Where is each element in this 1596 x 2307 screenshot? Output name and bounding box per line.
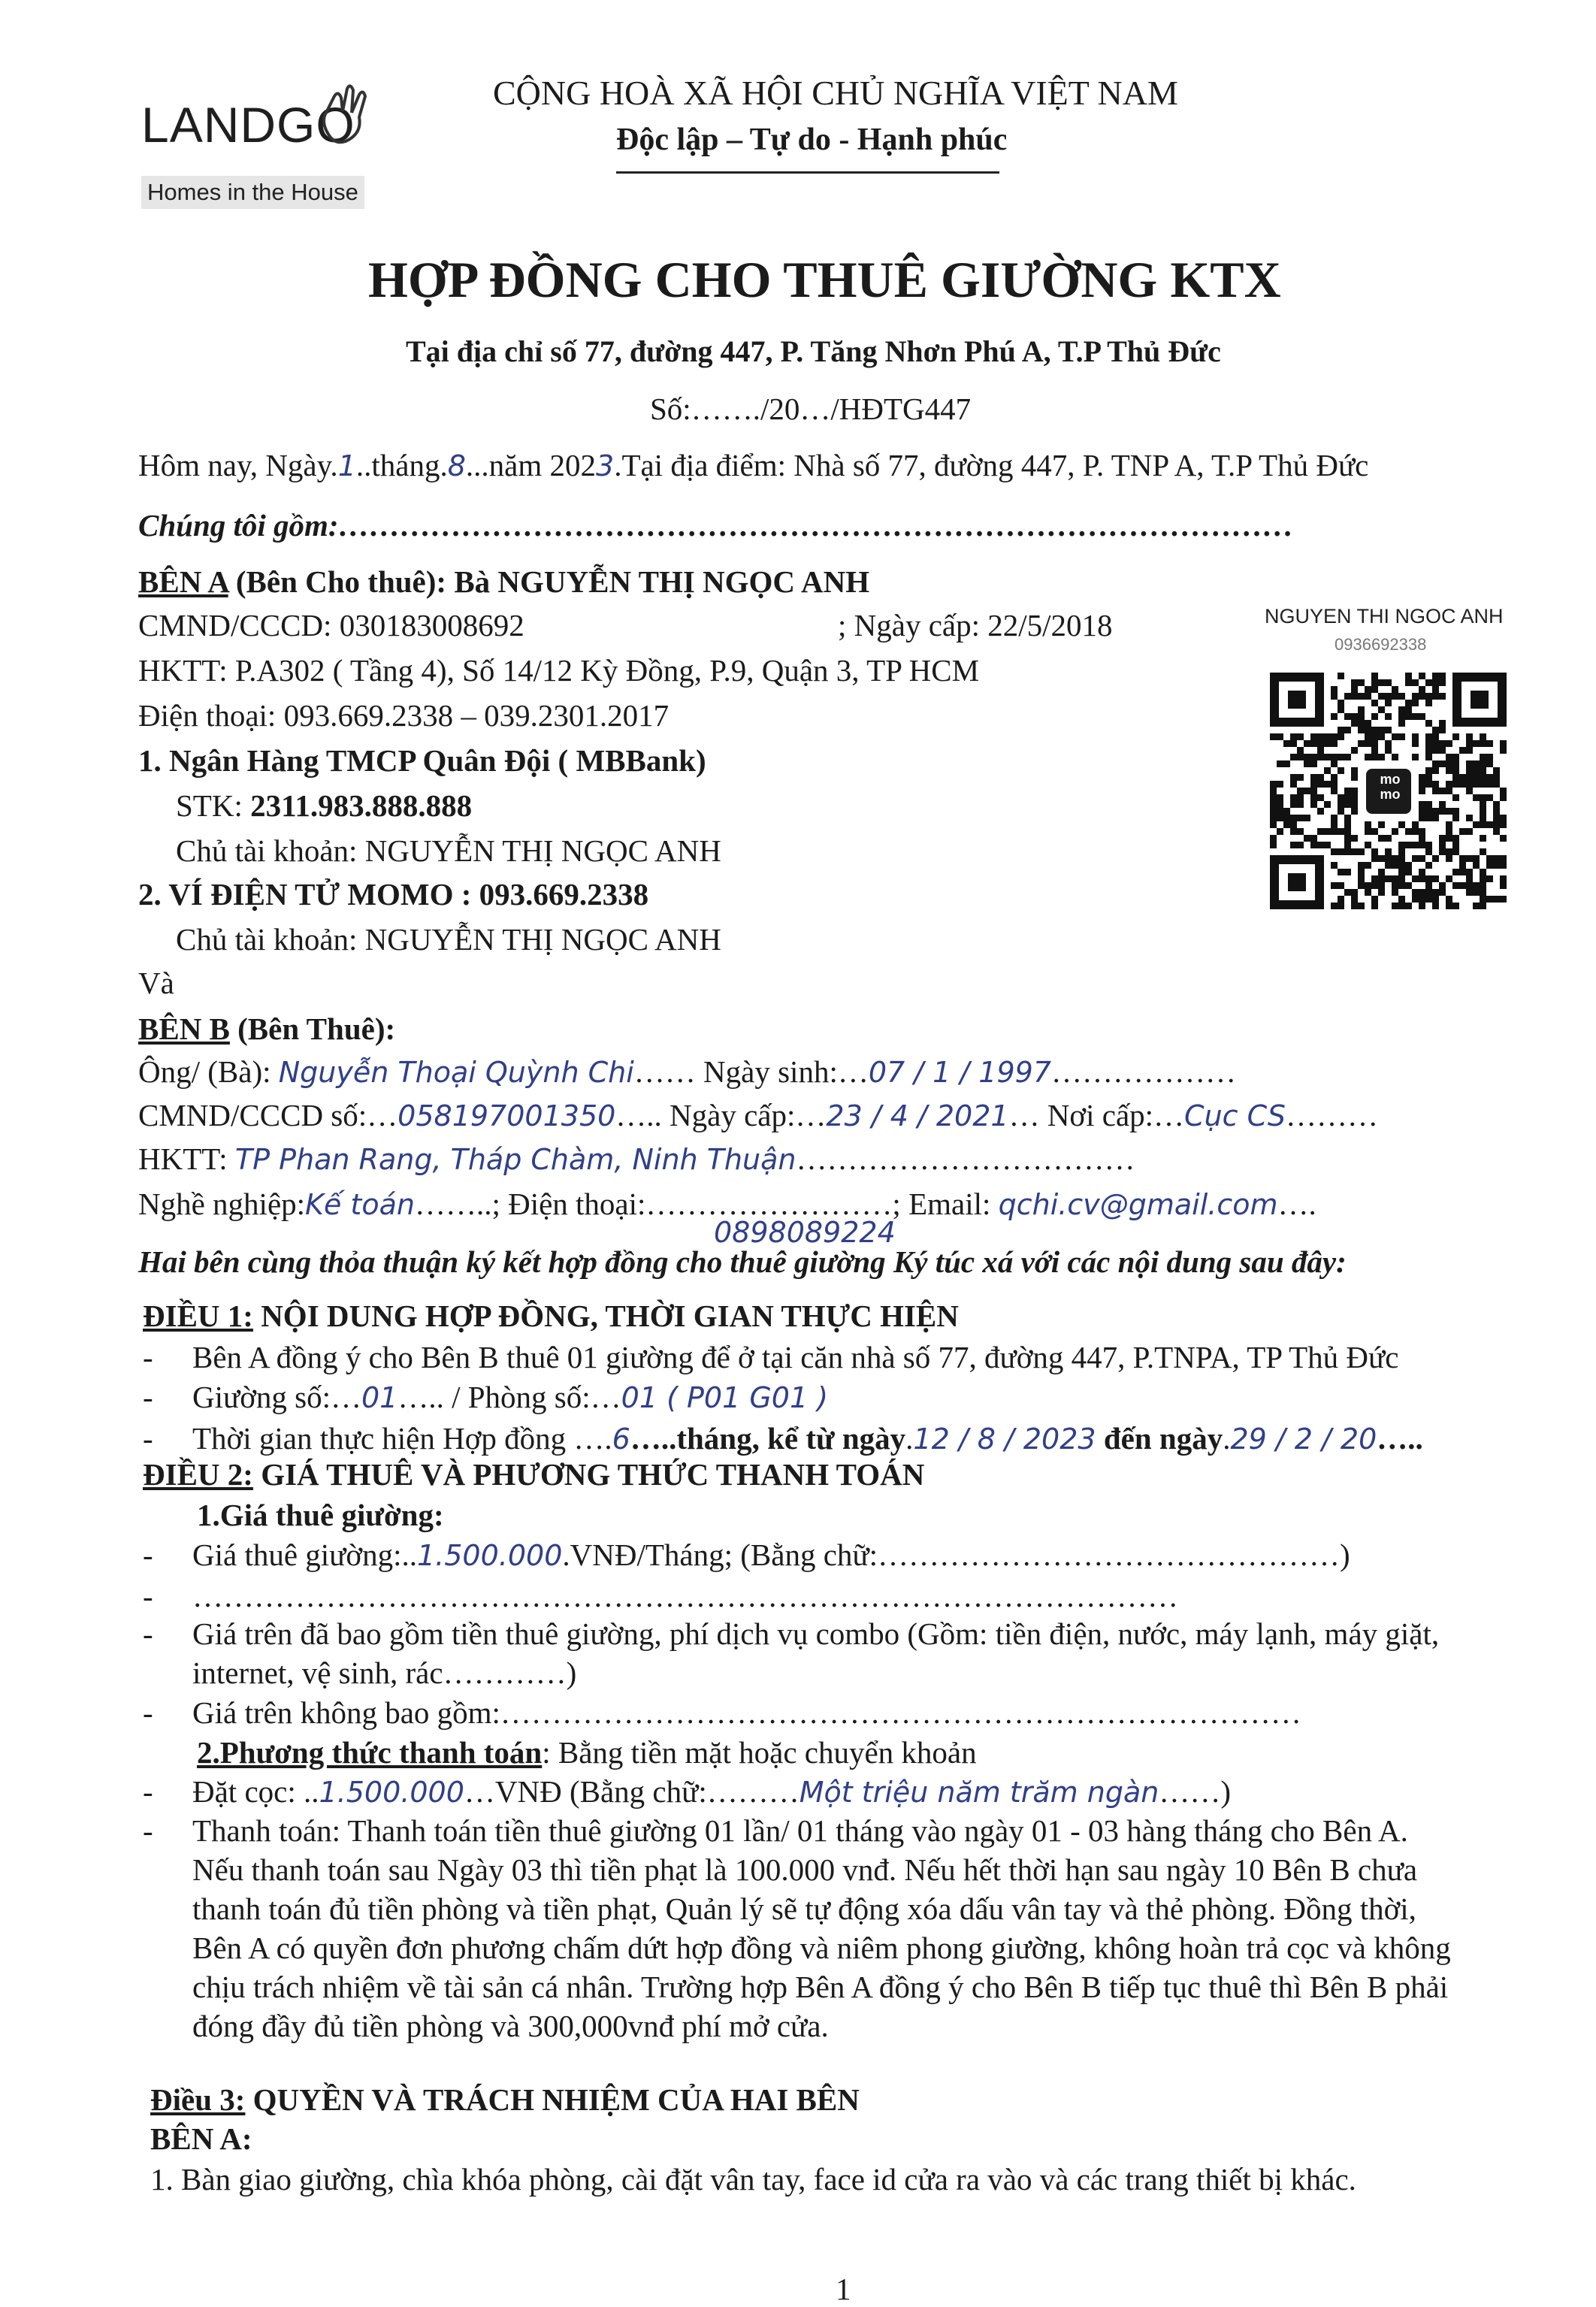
article1-bullet-3: - <box>143 1421 153 1456</box>
period-row: Thời gian thực hiện Hợp đồng ….6…..tháng, kể từ ngày.12 / 8 / 2023 đến ngày.29 / 2 / 20….. <box>192 1421 1423 1456</box>
article2-bullet-2: - <box>143 1579 153 1613</box>
party-b-name-row: Ông/ (Bà): Nguyễn Thoại Quỳnh Chi…… Ngày sinh:…07 / 1 / 1997……………… <box>138 1054 1237 1089</box>
motto: Độc lập – Tự do - Hạnh phúc <box>616 122 1008 157</box>
party-b-id-row: CMND/CCCD số:…058197001350….. Ngày cấp:…23 / 4 / 2021… Nơi cấp:…Cục CS……… <box>138 1098 1378 1132</box>
room-number: 01 ( P01 G01 ) <box>621 1381 829 1414</box>
party-a-phone: Điện thoại: 093.669.2338 – 039.2301.2017 <box>138 698 670 733</box>
article2-heading: ĐIỀU 2: GIÁ THUÊ VÀ PHƯƠNG THỨC THANH TOÁN <box>143 1457 925 1492</box>
price-row: Giá thuê giường:..1.500.000.VNĐ/Tháng; (Bằng chữ:………………………………………) <box>192 1537 1350 1572</box>
address-line: Tại địa chỉ số 77, đường 447, P. Tăng Nhơn Phú A, T.P Thủ Đức <box>406 334 1221 368</box>
price-subheading: 1.Giá thuê giường: <box>197 1498 444 1532</box>
party-b-issue-date: 23 / 4 / 2021 <box>826 1099 1009 1132</box>
payment-line-6: đóng đầy đủ tiền phòng và 300,000vnđ phí mở cửa. <box>192 2009 829 2043</box>
party-b-issue-place: Cục CS <box>1184 1099 1286 1132</box>
payment-method: 2.Phương thức thanh toán: Bằng tiền mặt hoặc chuyển khoản <box>197 1735 977 1770</box>
momo-logo-text: mo mo <box>1380 772 1401 802</box>
end-date: 29 / 2 / 20 <box>1230 1423 1377 1456</box>
article2-bullet-5: - <box>143 1774 153 1809</box>
agreement-line: Hai bên cùng thỏa thuận ký kết hợp đồng cho thuê giường Ký túc xá với các nội dung sau đây: <box>138 1244 1347 1279</box>
included-line: Giá trên đã bao gồm tiền thuê giường, phí dịch vụ combo (Gồm: tiền điện, nước, máy lạnh, máy giặt, <box>192 1616 1440 1651</box>
start-date: 12 / 8 / 2023 <box>913 1423 1096 1456</box>
deposit-words: Một triệu năm trăm ngàn <box>799 1776 1159 1809</box>
article1-bullet-1: - <box>143 1340 153 1374</box>
party-b-residence: TP Phan Rang, Tháp Chàm, Ninh Thuận <box>234 1143 796 1176</box>
year-value: 3 <box>596 449 615 482</box>
page-number: 1 <box>836 2272 851 2306</box>
intro-line: Chúng tôi gồm:………………………………………………………………………………… <box>138 508 1294 543</box>
momo-owner: Chủ tài khoản: NGUYỄN THỊ NGỌC ANH <box>176 922 721 957</box>
bed-number: 01 <box>361 1381 398 1414</box>
qr-owner-name: NGUYEN THI NGOC ANH <box>1265 605 1504 627</box>
article1-bullet-2: - <box>143 1380 153 1414</box>
article3-heading: Điều 3: QUYỀN VÀ TRÁCH NHIỆM CỦA HAI BÊN <box>150 2082 860 2117</box>
page-title: HỢP ĐỒNG CHO THUÊ GIƯỜNG KTX <box>368 251 1281 308</box>
payment-line-2: Nếu thanh toán sau Ngày 03 thì tiền phạt là 100.000 vnđ. Nếu hết thời hạn sau ngày 10 Bên B chưa <box>192 1852 1418 1887</box>
payment-line-3: thanh toán đủ tiền phòng và tiền phạt, Quản lý sẽ tự động xóa dấu vân tay và thẻ phòng. Đồng thời, <box>192 1891 1416 1926</box>
date-line: Hôm nay, Ngày.1..tháng.8...năm 2023.Tại địa điểm: Nhà số 77, đường 447, P. TNP A, T.P Thủ Đức <box>138 448 1369 482</box>
article3-item-1: 1. Bàn giao giường, chìa khóa phòng, cài đặt vân tay, face id cửa ra vào và các trang thiết bị khác. <box>150 2162 1356 2197</box>
bed-room-row: Giường số:…01….. / Phòng số:…01 ( P01 G01 ) <box>192 1380 829 1414</box>
party-b-phone: 0898089224 <box>714 1216 896 1249</box>
price-value: 1.500.000 <box>416 1539 563 1572</box>
party-a-heading: BÊN A (Bên Cho thuê): Bà NGUYỄN THỊ NGỌC ANH <box>138 564 870 599</box>
article1-heading: ĐIỀU 1: NỘI DUNG HỢP ĐỒNG, THỜI GIAN THỰC HIỆN <box>143 1299 959 1333</box>
month-value: 8 <box>447 449 466 482</box>
logo-hand-icon <box>316 81 376 149</box>
excluded-line: Giá trên không bao gồm:…………………………………………………………………… <box>192 1695 1301 1730</box>
party-b-name: Nguyễn Thoại Quỳnh Chi <box>278 1056 634 1089</box>
party-b-job: Kế toán <box>305 1188 415 1221</box>
logo-tagline: Homes in the House <box>141 176 364 209</box>
article2-bullet-6: - <box>143 1813 153 1848</box>
party-b-dob: 07 / 1 / 1997 <box>868 1056 1052 1089</box>
payment-line-1: Thanh toán: Thanh toán tiền thuê giường 01 lần/ 01 tháng vào ngày 01 - 03 hàng tháng cho Bên A. <box>192 1813 1408 1848</box>
article2-bullet-3: - <box>143 1616 153 1651</box>
momo-heading: 2. VÍ ĐIỆN TỬ MOMO : 093.669.2338 <box>138 877 649 912</box>
party-b-residence-row: HKTT: TP Phan Rang, Tháp Chàm, Ninh Thuận…………………………… <box>138 1141 1135 1176</box>
party-b-heading: BÊN B (Bên Thuê): <box>138 1011 396 1046</box>
period-months: 6 <box>612 1423 630 1456</box>
logo-brand: LANDGO <box>141 97 355 153</box>
party-a-issue-date: ; Ngày cấp: 22/5/2018 <box>838 608 1113 643</box>
article2-bullet-4: - <box>143 1695 153 1730</box>
republic-header: CỘNG HOÀ XÃ HỘI CHỦ NGHĨA VIỆT NAM <box>493 74 1178 112</box>
party-b-email: qchi.cv@gmail.com <box>998 1188 1278 1221</box>
qr-phone: 0936692338 <box>1335 635 1427 654</box>
article2-bullet-1: - <box>143 1537 153 1572</box>
and-word: Và <box>138 966 174 1000</box>
motto-underline <box>616 171 999 174</box>
dotted-line: …………………………………………………………………………………… <box>192 1579 1178 1613</box>
bank-heading: 1. Ngân Hàng TMCP Quân Đội ( MBBank) <box>138 743 706 778</box>
payment-line-5: chịu trách nhiệm về tài sản cá nhân. Trường hợp Bên A đồng ý cho Bên B tiếp tục thuê thì Bên B phải <box>192 1970 1449 2004</box>
article3-party-a: BÊN A: <box>150 2121 252 2156</box>
day-value: 1 <box>337 449 356 482</box>
payment-line-4: Bên A có quyền đơn phương chấm dứt hợp đồng và niêm phong giường, không hoàn trả cọc và không <box>192 1931 1451 1965</box>
party-b-id: 058197001350 <box>397 1099 616 1132</box>
bank-account: STK: 2311.983.888.888 <box>176 788 473 823</box>
party-b-job-row: Nghề nghiệp:Kế toán……..; Điện thoại:……………………; Email: qchi.cv@gmail.com…. <box>138 1187 1316 1221</box>
bank-owner: Chủ tài khoản: NGUYỄN THỊ NGỌC ANH <box>176 833 721 868</box>
deposit-row: Đặt cọc: ..1.500.000…VNĐ (Bằng chữ:………Một triệu năm trăm ngàn……) <box>192 1774 1231 1809</box>
party-a-residence: HKTT: P.A302 ( Tầng 4), Số 14/12 Kỳ Đồng, P.9, Quận 3, TP HCM <box>138 653 980 688</box>
deposit-value: 1.500.000 <box>319 1776 464 1809</box>
article1-line1: Bên A đồng ý cho Bên B thuê 01 giường để ở tại căn nhà số 77, đường 447, P.TNPA, TP Thủ Đức <box>192 1340 1399 1374</box>
included-line-2: internet, vệ sinh, rác…………) <box>192 1655 577 1690</box>
party-a-id: CMND/CCCD: 030183008692 <box>138 608 524 643</box>
contract-number: Số:……./20…/HĐTG447 <box>650 392 972 426</box>
